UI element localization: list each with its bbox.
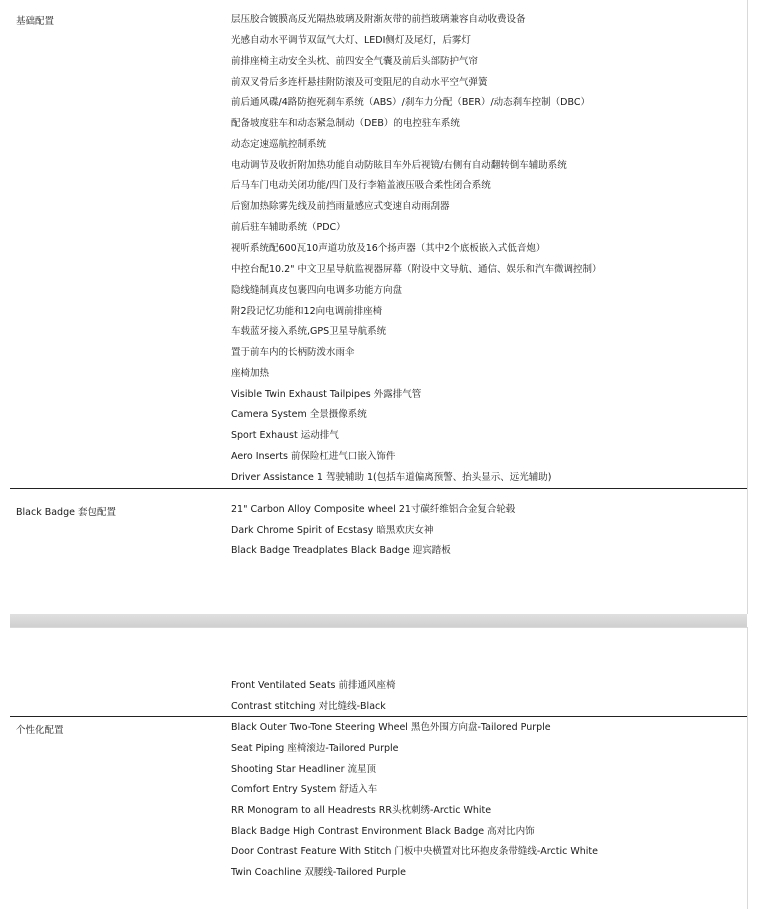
basic-item: Sport Exhaust 运动排气	[231, 430, 339, 441]
basic-item: 置于前车内的长柄防泼水雨伞	[231, 347, 355, 358]
personal-item: Twin Coachline 双腰线-Tailored Purple	[231, 867, 407, 878]
basic-item: 车载蓝牙接入系统,GPS卫星导航系统	[231, 326, 387, 337]
basic-item: 后马车门电动关闭功能/四门及行李箱盖液压吸合柔性闭合系统	[231, 180, 491, 191]
basic-item: 动态定速巡航控制系统	[231, 139, 327, 150]
section-divider	[10, 716, 747, 717]
basic-item: 视听系统配600瓦10声道功放及16个扬声器（其中2个底板嵌入式低音炮）	[231, 243, 546, 254]
basic-item: 后窗加热除雾先线及前挡雨量感应式变速自动雨刮器	[231, 201, 450, 212]
black-badge-label: Black Badge 套包配置	[16, 507, 116, 518]
badge-item: 21" Carbon Alloy Composite wheel 21寸碳纤维铝合金复合轮毂	[231, 504, 516, 515]
basic-item: Camera System 全景摄像系统	[231, 409, 367, 420]
personal-item: Black Badge High Contrast Environment Black Badge 高对比内饰	[231, 826, 535, 837]
page-gap	[10, 614, 747, 627]
personalization-label: 个性化配置	[16, 725, 64, 736]
option-item: Contrast stitching 对比缝线-Black	[231, 701, 386, 712]
personal-item: Comfort Entry System 舒适入车	[231, 784, 378, 795]
badge-item: Dark Chrome Spirit of Ecstasy 暗黑欢庆女神	[231, 525, 434, 536]
personal-item: Black Outer Two-Tone Steering Wheel 黑色外围方向盘-Tailored Purple	[231, 722, 551, 733]
basic-item: 光感自动水平调节双氙气大灯、LEDI侧灯及尾灯，后雾灯	[231, 35, 471, 46]
option-item: Front Ventilated Seats 前排通风座椅	[231, 680, 396, 691]
basic-item: Driver Assistance 1 驾驶辅助 1(包括车道偏离预警、抬头显示、远光辅助)	[231, 472, 552, 483]
basic-item: 前双叉骨后多连杆悬挂附防滚及可变阻尼的自动水平空气弹簧	[231, 77, 488, 88]
basic-item: 附2段记忆功能和12向电调前排座椅	[231, 306, 383, 317]
document-page-2	[10, 627, 748, 909]
section-divider	[10, 488, 747, 489]
basic-item: 电动调节及收折附加热功能自动防眩目车外后视镜/右侧有自动翻转倒车辅助系统	[231, 160, 567, 171]
personal-item: Shooting Star Headliner 流星顶	[231, 764, 377, 775]
basic-item: 隐线缝制真皮包裹四向电调多功能方向盘	[231, 285, 403, 296]
document-page-1	[10, 0, 748, 614]
basic-item: 前排座椅主动安全头枕、前四安全气囊及前后头部防护气帘	[231, 56, 479, 67]
basic-item: 座椅加热	[231, 368, 270, 379]
basic-config-label: 基础配置	[16, 16, 55, 27]
basic-item: 层压胶合镀膜高反光隔热玻璃及附渐灰带的前挡玻璃兼容自动收费设备	[231, 14, 526, 25]
basic-item: 中控台配10.2" 中文卫星导航监视器屏幕（附设中文导航、通信、娱乐和汽车微调控制）	[231, 264, 602, 275]
personal-item: RR Monogram to all Headrests RR头枕刺绣-Arctic White	[231, 805, 492, 816]
basic-item: 前后通风碟/4路防抱死刹车系统（ABS）/刹车力分配（BER）/动态刹车控制（DBC）	[231, 97, 590, 108]
basic-item: Aero Inserts 前保险杠进气口嵌入饰件	[231, 451, 396, 462]
basic-item: 配备坡度驻车和动态紧急制动（DEB）的电控驻车系统	[231, 118, 460, 129]
personal-item: Door Contrast Feature With Stitch 门板中央横置对比环抱皮条带缝线-Arctic White	[231, 846, 598, 857]
badge-item: Black Badge Treadplates Black Badge 迎宾踏板	[231, 545, 451, 556]
basic-item: 前后驻车辅助系统（PDC）	[231, 222, 346, 233]
personal-item: Seat Piping 座椅滚边-Tailored Purple	[231, 743, 399, 754]
basic-item: Visible Twin Exhaust Tailpipes 外露排气管	[231, 389, 422, 400]
